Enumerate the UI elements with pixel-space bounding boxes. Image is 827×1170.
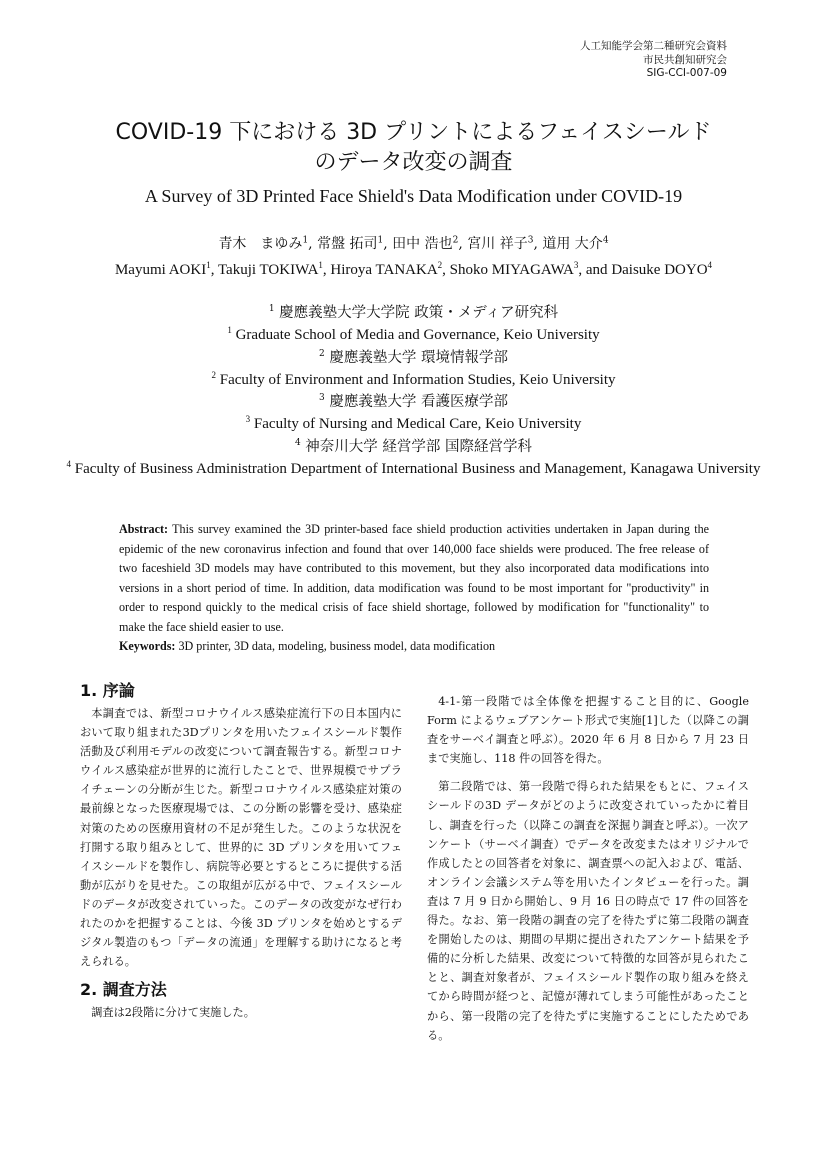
affiliation-number: 2: [211, 369, 216, 380]
author-affiliation-mark: 3: [527, 235, 534, 246]
author-separator: ,: [383, 236, 393, 252]
intro-heading: 1. 序論: [80, 681, 135, 700]
author-name: 田中 浩也: [392, 236, 453, 252]
author-affiliation-mark: 4: [707, 260, 713, 270]
abstract-label: Abstract:: [119, 522, 169, 536]
affiliation-ja: [60, 347, 767, 369]
author-name: Daisuke DOYO: [611, 262, 708, 278]
affiliation-number: 4: [66, 459, 72, 470]
abstract-text: This survey examined the 3D printer-based face shield production activities undertaken in Japan during the epidemic of the new coronavirus infection and found that over 140,000 face shields were produced. The free release of two faceshield 3D models may have contributed to this movement, but they also incorporated data modifications into versions in a short period of time. In addition, data modification was found to be most important for "productivity" in order to respond quickly to the medical crisis of face shield shortage, followed by modification for "functionality" to make the face shield easier to use.: [119, 522, 709, 634]
author-separator: ,: [458, 236, 468, 252]
affiliations: [60, 302, 767, 480]
title-ja: [60, 118, 767, 178]
affiliation-en: [60, 413, 767, 435]
author-name: Takuji TOKIWA: [217, 262, 319, 278]
affiliation-ja: [60, 436, 767, 458]
author-name: 青木 まゆみ: [218, 236, 303, 252]
author-affiliation-mark: 4: [602, 235, 609, 246]
affiliation-number: 4: [294, 437, 301, 448]
affiliation-text: Graduate School of Media and Governance, Keio University: [231, 327, 600, 344]
author-affiliation-mark: 1: [302, 235, 309, 246]
author-name: 宮川 祥子: [467, 236, 528, 252]
affiliation-en: [60, 369, 767, 391]
affiliation-text: Faculty of Nursing and Medical Care, Keio University: [250, 416, 582, 433]
affiliation-number: 2: [319, 348, 325, 359]
title-en: A Survey of 3D Printed Face Shield's Data Modification under COVID-19: [144, 186, 683, 206]
author-affiliation-mark: 1: [318, 260, 323, 270]
affiliation-text: 慶應義塾大学大学院 政策・メディア研究科: [274, 305, 559, 321]
affiliation-number: 1: [268, 304, 275, 315]
affiliation-number: 3: [245, 414, 251, 425]
author-affiliation-mark: 1: [377, 235, 384, 246]
author-affiliation-mark: 2: [452, 235, 459, 246]
affiliation-text: Faculty of Business Administration Department of International Business and Management, Kanagawa University: [71, 461, 761, 478]
author-separator: ,: [308, 236, 318, 252]
author-name: 道用 大介: [542, 236, 603, 252]
intro-paragraph: 本調査では、新型コロナウイルス感染症流行下の日本国内において取り組まれた3Dプリンタを用いたフェイスシールド製作活動及び利用モデルの改変について調査報告する。新型コロナウイルス感染症が世界的に流行したことで、世界規模でサプライチェーンの分断が生じた。新型コロナウイルス感染症対策の最前線となった医療現場では、この分断の影響を受け、感染症対策のための医療用資材の不足が発生した。このような状況を打開する取り組みとして、世界的に 3D プリンタを用いてフェイスシールドを製作し、病院等必要とするところに提供する活動が広がりを見せた。この取組が広がる中で、フェイスシールドのデータが改変されていった。このデータの改変がなぜ行われたのかを把握することは、今後 3D プリンタを始めとするデジタル製造のもつ「データの流通」を理解する助けになると考えられる。: [80, 707, 402, 969]
affiliation-en: [60, 458, 767, 480]
affiliation-text: 慶應義塾大学 看護医療学部: [324, 394, 508, 411]
author-separator: ,: [210, 262, 218, 278]
title-block: [60, 118, 767, 207]
authors-en: [30, 262, 797, 279]
affiliation-text: 慶應義塾大学 環境情報学部: [324, 349, 508, 366]
affiliation-ja: [60, 302, 767, 324]
society-label: 人工知能学会第二種研究会資料: [580, 40, 727, 52]
right-column: [427, 692, 749, 1054]
author-separator: ,: [322, 262, 331, 278]
title-ja-line2: のデータ改変の調査: [314, 150, 513, 175]
affiliation-en: [60, 324, 767, 346]
affiliation-number: 1: [227, 325, 232, 336]
author-affiliation-mark: 3: [573, 260, 579, 270]
author-name: Shoko MIYAGAWA: [449, 262, 574, 278]
affiliation-text: Faculty of Environment and Information Studies, Keio University: [215, 371, 616, 388]
header-meta: [580, 40, 727, 81]
survey-stage2-paragraph: 第二段階では、第一段階で得られた結果をもとに、フェイスシールドの3D データがどのように改変されていったかに着目し、調査を行った（以降この調査を深掘り調査と呼ぶ）。一次アンケート（サーベイ調査）でデータを改変またはオリジナルで作成したとの回答者を対象に、調査票への記入および、電話、オンライン会議システム等を用いたインタビューを行った。調査は 7 月 9 日から開始し、9 月 16 日の時点で 17 件の回答を得た。なお、第一段階の調査の完了を待たずに第二段階の調査を開始したのは、期間の早期に提出されたアンケート結果を予備的に分析した結果、改変について特徴的な回答が見られたことと、調査対象者が、フェイスシールド製作の取り組みを終えてから時間が経つと、記憶が薄れてしまう可能性があったことから、第一段階の完了を待たずに実施することにしたためである。: [427, 780, 749, 1042]
survey-stage1-paragraph: 4-1-第一段階では全体像を把握すること目的に、Google Form によるウェブアンケート形式で実施[1]した（以降この調査をサーベイ調査と呼ぶ）。2020 年 6 月 8 日から 7 月 23 日まで実施し、118 件の回答を得た。: [427, 695, 749, 766]
affiliation-ja: [60, 391, 767, 413]
author-separator: ,: [442, 262, 450, 278]
author-affiliation-mark: 1: [206, 260, 211, 270]
author-name: 常盤 拓司: [317, 236, 378, 252]
method-paragraph: 調査は2段階に分けて実施した。: [91, 1006, 255, 1020]
keywords-label: Keywords:: [119, 639, 176, 653]
affiliation-text: 神奈川大学 経営学部 国際経営学科: [300, 438, 533, 455]
author-name: Hiroya TANAKA: [330, 262, 438, 278]
left-column: [80, 680, 402, 1022]
author-name: Mayumi AOKI: [114, 262, 207, 278]
authors-ja: [60, 233, 767, 253]
method-heading: 2. 調査方法: [80, 980, 167, 1000]
author-affiliation-mark: 2: [437, 260, 443, 270]
abstract: [119, 520, 709, 657]
title-ja-line1: COVID-19 下における 3D プリントによるフェイスシールド: [115, 120, 712, 145]
document-id: SIG-CCI-007-09: [646, 67, 727, 79]
keywords-text: 3D printer, 3D data, modeling, business model, data modification: [178, 639, 496, 653]
affiliation-number: 3: [319, 393, 325, 404]
group-label: 市民共創知研究会: [643, 53, 727, 66]
author-separator: , and: [578, 262, 612, 278]
author-separator: ,: [533, 236, 543, 252]
